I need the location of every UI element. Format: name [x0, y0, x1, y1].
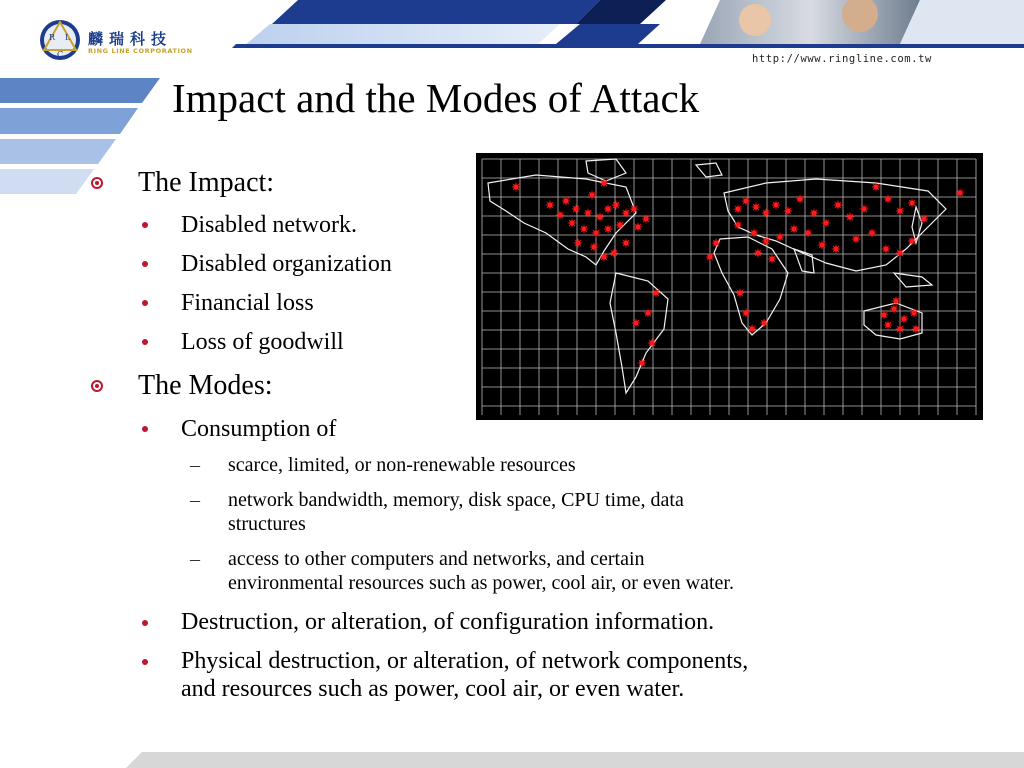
- dash-bullet-icon: –: [190, 489, 200, 511]
- attack-marker-icon: [783, 206, 793, 216]
- attack-marker-icon: [809, 208, 819, 218]
- attack-marker-icon: [631, 318, 641, 328]
- attack-marker-icon: [907, 198, 917, 208]
- attack-marker-icon: [817, 240, 827, 250]
- attack-marker-icon: [767, 254, 777, 264]
- attack-marker-icon: [761, 208, 771, 218]
- attack-marker-icon: [741, 196, 751, 206]
- attack-marker-icon: [919, 214, 929, 224]
- attack-marker-icon: [641, 214, 651, 224]
- attack-marker-icon: [761, 236, 771, 246]
- consumption-subitem: scarce, limited, or non-renewable resources: [228, 454, 576, 476]
- attack-marker-icon: [595, 212, 605, 222]
- attack-marker-icon: [895, 248, 905, 258]
- world-map-image: [476, 153, 983, 420]
- attack-marker-icon: [845, 212, 855, 222]
- modes-item-line: Physical destruction, or alteration, of network components,: [181, 648, 749, 674]
- attack-marker-icon: [629, 204, 639, 214]
- attack-marker-icon: [567, 218, 577, 228]
- attack-marker-icon: [909, 308, 919, 318]
- attack-marker-icon: [895, 206, 905, 216]
- impact-item: Disabled organization: [181, 251, 392, 277]
- bullet-dot-icon: [142, 261, 148, 267]
- attack-marker-icon: [735, 288, 745, 298]
- bullet-dot-icon: [142, 659, 148, 665]
- attack-marker-icon: [775, 232, 785, 242]
- attack-marker-icon: [859, 204, 869, 214]
- modes-bullet-icon: [91, 380, 103, 392]
- attack-marker-icon: [643, 308, 653, 318]
- attack-marker-icon: [821, 218, 831, 228]
- attack-marker-icon: [591, 228, 601, 238]
- attack-marker-icon: [803, 228, 813, 238]
- slide-title: Impact and the Modes of Attack: [172, 75, 700, 121]
- bullet-dot-icon: [142, 300, 148, 306]
- logo-english-name: RING LINE CORPORATION: [88, 47, 193, 55]
- impact-heading: The Impact:: [138, 167, 275, 198]
- attack-marker-icon: [883, 194, 893, 204]
- attack-marker-icon: [621, 238, 631, 248]
- attack-marker-icon: [555, 210, 565, 220]
- logo-initial-r: R: [49, 33, 56, 42]
- attack-marker-icon: [733, 220, 743, 230]
- logo-emblem-icon: [36, 16, 84, 64]
- consumption-subitem-line: network bandwidth, memory, disk space, CPU time, data: [228, 489, 684, 511]
- bullet-dot-icon: [142, 426, 148, 432]
- consumption-label: Consumption of: [181, 416, 337, 442]
- attack-marker-icon: [633, 222, 643, 232]
- attack-marker-icon: [831, 244, 841, 254]
- attack-marker-icon: [579, 224, 589, 234]
- consumption-subitem-line: structures: [228, 513, 306, 535]
- attack-marker-icon: [771, 200, 781, 210]
- attack-marker-icon: [883, 320, 893, 330]
- attack-marker-icon: [545, 200, 555, 210]
- bullet-dot-icon: [142, 222, 148, 228]
- attack-marker-icon: [599, 178, 609, 188]
- attack-marker-icon: [583, 208, 593, 218]
- attack-marker-icon: [871, 182, 881, 192]
- attack-marker-icon: [789, 224, 799, 234]
- attack-marker-icon: [573, 238, 583, 248]
- attack-marker-icon: [611, 200, 621, 210]
- dash-bullet-icon: –: [190, 548, 200, 570]
- logo-initial-l: L: [65, 33, 71, 42]
- attack-marker-icon: [895, 324, 905, 334]
- bullet-dot-icon: [142, 339, 148, 345]
- impact-item: Financial loss: [181, 290, 314, 316]
- impact-item: Loss of goodwill: [181, 329, 344, 355]
- modes-item: Destruction, or alteration, of configuration information.: [181, 609, 715, 635]
- attack-marker-icon: [711, 238, 721, 248]
- attack-marker-icon: [587, 190, 597, 200]
- business-people-photo: [700, 0, 920, 44]
- attack-marker-icon: [733, 204, 743, 214]
- attack-marker-icon: [879, 310, 889, 320]
- attack-marker-icon: [833, 200, 843, 210]
- attack-marker-icon: [795, 194, 805, 204]
- dash-bullet-icon: –: [190, 454, 200, 476]
- attack-marker-icon: [867, 228, 877, 238]
- attack-marker-icon: [637, 358, 647, 368]
- consumption-subitem-line: environmental resources such as power, cool air, or even water.: [228, 572, 734, 594]
- attack-marker-icon: [851, 234, 861, 244]
- attack-marker-icon: [705, 252, 715, 262]
- attack-marker-icon: [889, 304, 899, 314]
- consumption-subitem-line: access to other computers and networks, and certain: [228, 548, 645, 570]
- impact-item: Disabled network.: [181, 212, 357, 238]
- attack-marker-icon: [749, 228, 759, 238]
- world-map-graphic: [476, 153, 983, 420]
- modes-item-line: and resources such as power, cool air, or even water.: [181, 676, 685, 702]
- logo-chinese-name: 麟瑞科技: [88, 30, 173, 48]
- attack-marker-icon: [647, 338, 657, 348]
- attack-marker-icon: [753, 248, 763, 258]
- attack-marker-icon: [609, 248, 619, 258]
- attack-marker-icon: [751, 202, 761, 212]
- attack-marker-icon: [603, 224, 613, 234]
- company-logo: [36, 16, 216, 64]
- attack-marker-icon: [615, 220, 625, 230]
- bullet-dot-icon: [142, 620, 148, 626]
- attack-marker-icon: [955, 188, 965, 198]
- attack-marker-icon: [511, 182, 521, 192]
- attack-marker-icon: [621, 208, 631, 218]
- attack-marker-icon: [899, 314, 909, 324]
- attack-marker-icon: [651, 288, 661, 298]
- attack-marker-icon: [747, 324, 757, 334]
- continent-outlines: [488, 159, 946, 393]
- modes-heading: The Modes:: [138, 370, 273, 401]
- attack-marker-icon: [603, 204, 613, 214]
- attack-marker-icon: [561, 196, 571, 206]
- logo-initial-c: C: [57, 50, 64, 59]
- attack-marker-icon: [741, 308, 751, 318]
- impact-bullet-icon: [91, 177, 103, 189]
- attack-marker-icon: [881, 244, 891, 254]
- attack-marker-icon: [599, 252, 609, 262]
- attack-marker-icon: [891, 296, 901, 306]
- attack-marker-icon: [589, 242, 599, 252]
- attack-marker-icon: [571, 204, 581, 214]
- attack-marker-icon: [911, 324, 921, 334]
- company-url: http://www.ringline.com.tw: [752, 53, 932, 65]
- attack-marker-icon: [907, 236, 917, 246]
- attack-marker-icon: [759, 318, 769, 328]
